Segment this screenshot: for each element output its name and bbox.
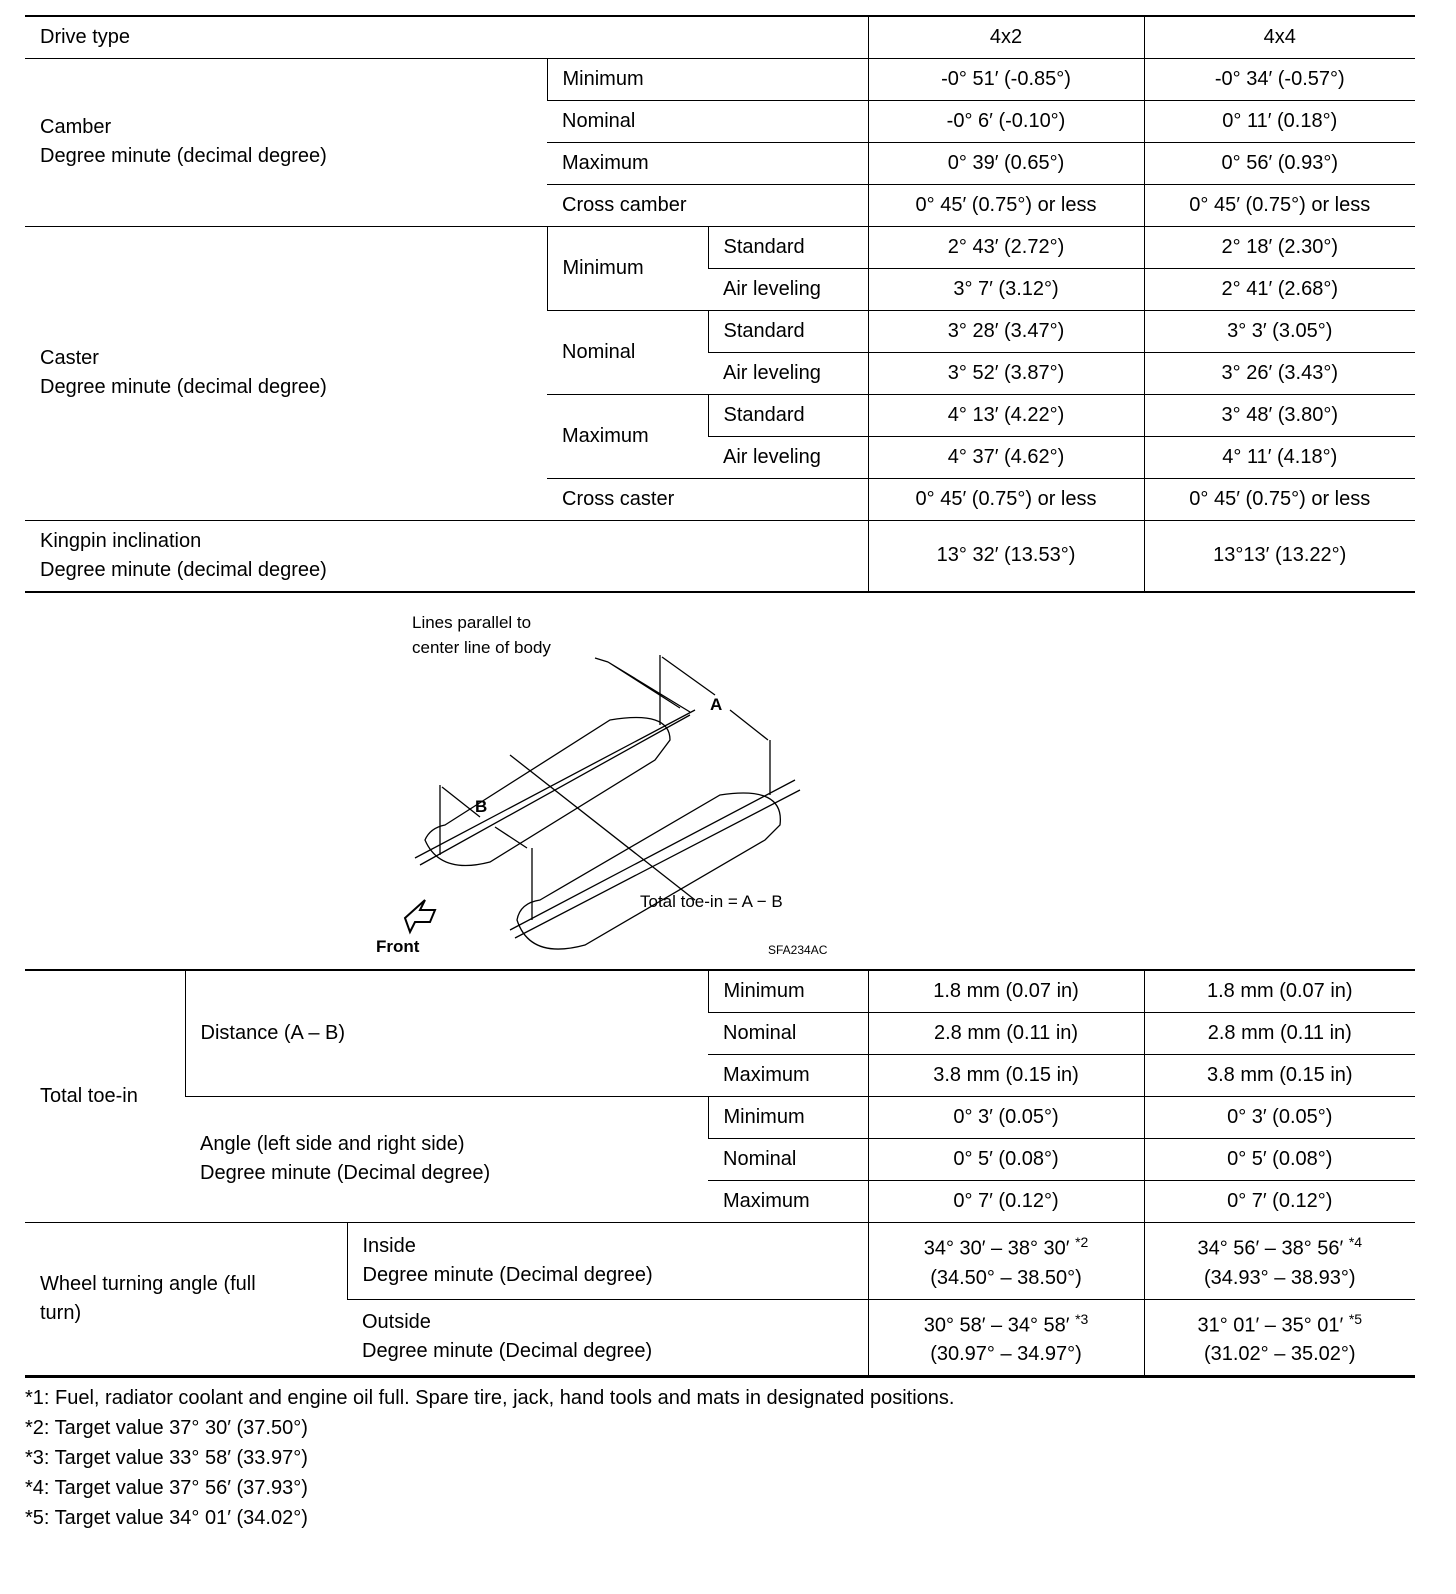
row-group-label: Minimum bbox=[547, 226, 708, 310]
drive-type-header: Drive type bbox=[25, 16, 868, 58]
value-cell: 0° 45′ (0.75°) or less bbox=[1144, 184, 1415, 226]
table-row bbox=[25, 1096, 1415, 1138]
value-cell: -0° 34′ (-0.57°) bbox=[1144, 58, 1415, 100]
row-label: Maximum bbox=[708, 1180, 868, 1222]
row-label: Nominal bbox=[708, 1012, 868, 1054]
figure-code: SFA234AC bbox=[768, 943, 828, 957]
footnote: *3: Target value 33° 58′ (33.97°) bbox=[25, 1447, 308, 1469]
value-cell: 0° 45′ (0.75°) or less bbox=[868, 478, 1144, 520]
value-cell: 3.8 mm (0.15 in) bbox=[868, 1054, 1144, 1096]
outside-label: Outside Degree minute (Decimal degree) bbox=[347, 1299, 868, 1376]
value-cell: 0° 5′ (0.08°) bbox=[868, 1138, 1144, 1180]
row-label: Standard bbox=[708, 394, 868, 436]
value-cell: 2° 41′ (2.68°) bbox=[1144, 268, 1415, 310]
row-label: Minimum bbox=[547, 58, 868, 100]
value-cell: 0° 56′ (0.93°) bbox=[1144, 142, 1415, 184]
value-cell: 13° 32′ (13.53°) bbox=[868, 520, 1144, 592]
value-cell: -0° 51′ (-0.85°) bbox=[868, 58, 1144, 100]
toe-label: Total toe-in bbox=[25, 970, 185, 1222]
value-cell: 2.8 mm (0.11 in) bbox=[868, 1012, 1144, 1054]
value-cell: 3° 26′ (3.43°) bbox=[1144, 352, 1415, 394]
value-cell: 1.8 mm (0.07 in) bbox=[1144, 970, 1415, 1012]
caster-label: Caster Degree minute (decimal degree) bbox=[25, 226, 547, 520]
value-cell: 34° 30′ – 38° 30′ $^{*2}$ (34.50° – 38.50°) bbox=[868, 1222, 1144, 1299]
table-row bbox=[25, 226, 1415, 268]
value-cell: 0° 45′ (0.75°) or less bbox=[1144, 478, 1415, 520]
row-label: Cross camber bbox=[547, 184, 868, 226]
value-cell: 34° 56′ – 38° 56′ $^{*4}$ (34.93° – 38.93°) bbox=[1144, 1222, 1415, 1299]
row-label: Standard bbox=[708, 226, 868, 268]
angle-label: Angle (left side and right side) Degree minute (Decimal degree) bbox=[185, 1096, 708, 1222]
value-cell: 2.8 mm (0.11 in) bbox=[1144, 1012, 1415, 1054]
row-label: Standard bbox=[708, 310, 868, 352]
table-row bbox=[25, 970, 1415, 1012]
row-label: Minimum bbox=[708, 970, 868, 1012]
front-arrow-icon bbox=[405, 900, 435, 932]
footnote: *5: Target value 34° 01′ (34.02°) bbox=[25, 1507, 308, 1529]
value-cell: 4° 11′ (4.18°) bbox=[1144, 436, 1415, 478]
lines-label-1: Lines parallel to bbox=[412, 613, 532, 632]
value-cell: 2° 18′ (2.30°) bbox=[1144, 226, 1415, 268]
value-cell: 3° 3′ (3.05°) bbox=[1144, 310, 1415, 352]
inside-label: Inside Degree minute (Decimal degree) bbox=[347, 1222, 868, 1299]
label-b: B bbox=[475, 797, 488, 816]
value-cell: 0° 3′ (0.05°) bbox=[1144, 1096, 1415, 1138]
row-label: Maximum bbox=[547, 142, 868, 184]
alignment-spec-table bbox=[25, 15, 1415, 593]
value-cell: 13°13′ (13.22°) bbox=[1144, 520, 1415, 592]
value-cell: 31° 01′ – 35° 01′ $^{*5}$ (31.02° – 35.02°) bbox=[1144, 1299, 1415, 1376]
footnote: *2: Target value 37° 30′ (37.50°) bbox=[25, 1417, 308, 1439]
row-label: Cross caster bbox=[547, 478, 868, 520]
toe-turning-table bbox=[25, 969, 1415, 1378]
value-cell: 3.8 mm (0.15 in) bbox=[1144, 1054, 1415, 1096]
camber-label: Camber Degree minute (decimal degree) bbox=[25, 58, 547, 226]
toe-in-diagram bbox=[370, 600, 850, 960]
distance-label: Distance (A – B) bbox=[185, 970, 708, 1096]
table-header-row bbox=[25, 16, 1415, 58]
row-label: Maximum bbox=[708, 1054, 868, 1096]
value-cell: 0° 7′ (0.12°) bbox=[868, 1180, 1144, 1222]
value-cell: 0° 3′ (0.05°) bbox=[868, 1096, 1144, 1138]
value-cell: 3° 7′ (3.12°) bbox=[868, 268, 1144, 310]
value-cell: 30° 58′ – 34° 58′ $^{*3}$ (30.97° – 34.97°) bbox=[868, 1299, 1144, 1376]
table-row bbox=[25, 58, 1415, 100]
value-cell: 3° 48′ (3.80°) bbox=[1144, 394, 1415, 436]
row-label: Minimum bbox=[708, 1096, 868, 1138]
footnote: *1: Fuel, radiator coolant and engine oil full. Spare tire, jack, hand tools and mats in designated positions. bbox=[25, 1387, 955, 1409]
footnotes bbox=[25, 1383, 954, 1533]
value-cell: 2° 43′ (2.72°) bbox=[868, 226, 1144, 268]
table-row bbox=[25, 1222, 1415, 1299]
value-cell: 0° 5′ (0.08°) bbox=[1144, 1138, 1415, 1180]
kingpin-label: Kingpin inclination Degree minute (decimal degree) bbox=[25, 520, 868, 592]
value-cell: 0° 39′ (0.65°) bbox=[868, 142, 1144, 184]
value-cell: 3° 28′ (3.47°) bbox=[868, 310, 1144, 352]
row-label: Air leveling bbox=[708, 268, 868, 310]
value-cell: 0° 7′ (0.12°) bbox=[1144, 1180, 1415, 1222]
footnote: *4: Target value 37° 56′ (37.93°) bbox=[25, 1477, 308, 1499]
table-row bbox=[25, 520, 1415, 592]
row-label: Air leveling bbox=[708, 436, 868, 478]
row-label: Air leveling bbox=[708, 352, 868, 394]
turning-label: Wheel turning angle (full turn) bbox=[25, 1222, 347, 1376]
lines-label-2: center line of body bbox=[412, 638, 551, 657]
header-4x4: 4x4 bbox=[1144, 16, 1415, 58]
value-cell: -0° 6′ (-0.10°) bbox=[868, 100, 1144, 142]
wheel-track-front-left bbox=[425, 718, 670, 866]
value-cell: 3° 52′ (3.87°) bbox=[868, 352, 1144, 394]
value-cell: 1.8 mm (0.07 in) bbox=[868, 970, 1144, 1012]
row-group-label: Maximum bbox=[547, 394, 708, 478]
label-a: A bbox=[710, 695, 723, 714]
value-cell: 4° 37′ (4.62°) bbox=[868, 436, 1144, 478]
front-label: Front bbox=[376, 937, 420, 956]
axle-line bbox=[510, 755, 695, 900]
toe-in-formula: Total toe-in = A − B bbox=[640, 892, 783, 911]
row-group-label: Nominal bbox=[547, 310, 708, 394]
header-4x2: 4x2 bbox=[868, 16, 1144, 58]
value-cell: 0° 11′ (0.18°) bbox=[1144, 100, 1415, 142]
row-label: Nominal bbox=[547, 100, 868, 142]
wheel-track-rear-right bbox=[517, 793, 780, 949]
value-cell: 4° 13′ (4.22°) bbox=[868, 394, 1144, 436]
value-cell: 0° 45′ (0.75°) or less bbox=[868, 184, 1144, 226]
row-label: Nominal bbox=[708, 1138, 868, 1180]
